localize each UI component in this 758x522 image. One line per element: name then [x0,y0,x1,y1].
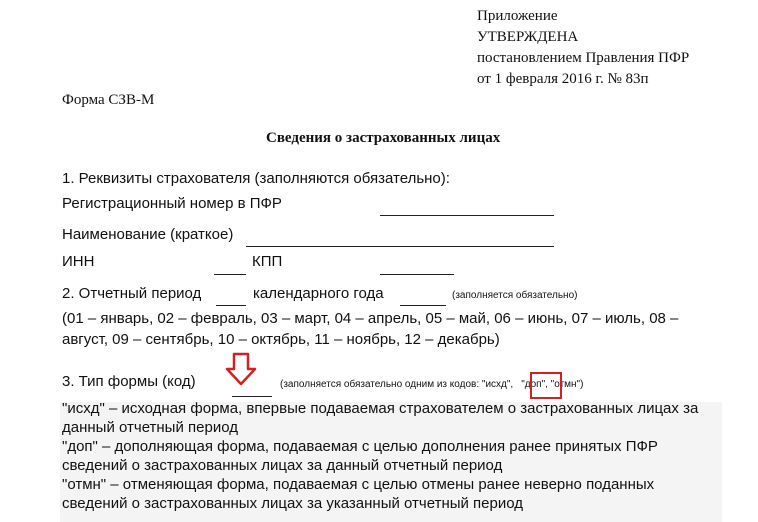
dop-definition-line1: "доп" – дополняющая форма, подаваемая с целью дополнения ранее принятых ПФР [62,438,658,455]
down-arrow-icon [224,352,258,386]
reg-number-field[interactable] [380,215,554,216]
form-type-field[interactable] [232,396,272,397]
name-field[interactable] [246,246,554,247]
reg-number-label: Регистрационный номер в ПФР [62,195,282,212]
calendar-year-label: календарного года [253,285,384,302]
dop-code-highlight: "доп" [521,379,546,390]
approval-block [477,6,689,90]
ishd-definition-line2: данный отчетный период [62,419,238,436]
name-label: Наименование (краткое) [62,226,234,243]
kpp-label: КПП [252,253,283,270]
inn-label: ИНН [62,253,95,270]
form-name: Форма СЗВ-М [62,92,155,108]
inn-field[interactable] [214,274,246,275]
kpp-field[interactable] [380,274,454,275]
section1-heading: 1. Реквизиты страхователя (заполняются обязательно): [62,170,450,187]
period-code-field[interactable] [216,305,246,306]
approval-line-resolution: постановлением Правления ПФР [477,50,690,66]
month-codes-line1: (01 – январь, 02 – февраль, 03 – март, 04 – апрель, 05 – май, 06 – июнь, 07 – июль, 08 – [62,310,679,327]
approval-line-approved: УТВЕРЖДЕНА [477,29,579,45]
approval-line-appendix: Приложение [477,8,558,24]
form-type-label: 3. Тип формы (код) [62,373,196,390]
dop-definition-line2: сведений о застрахованных лицах за данный отчетный период [62,457,503,474]
otmn-definition-line2: сведений о застрахованных лицах за указанный отчетный период [62,495,524,512]
page-title: Сведения о застрахованных лицах [266,130,501,146]
form-type-note-prefix: (заполняется обязательно одним из кодов: "исхд", [280,379,514,390]
form-type-note-suffix: , "отмн") [545,379,584,390]
approval-line-date: от 1 февраля 2016 г. № 83п [477,71,649,87]
ishd-definition-line1: "исхд" – исходная форма, впервые подаваемая страхователем о застрахованных лицах за [62,400,699,417]
month-codes-line2: август, 09 – сентябрь, 10 – октябрь, 11 – ноябрь, 12 – декабрь) [62,331,500,348]
otmn-definition-line1: "отмн" – отменяющая форма, подаваемая с целью отмены ранее неверно поданных [62,476,655,493]
dop-highlight-box [530,372,562,399]
period-required-note: (заполняется обязательно) [452,290,578,301]
year-field[interactable] [400,305,446,306]
reporting-period-label: 2. Отчетный период [62,285,202,302]
